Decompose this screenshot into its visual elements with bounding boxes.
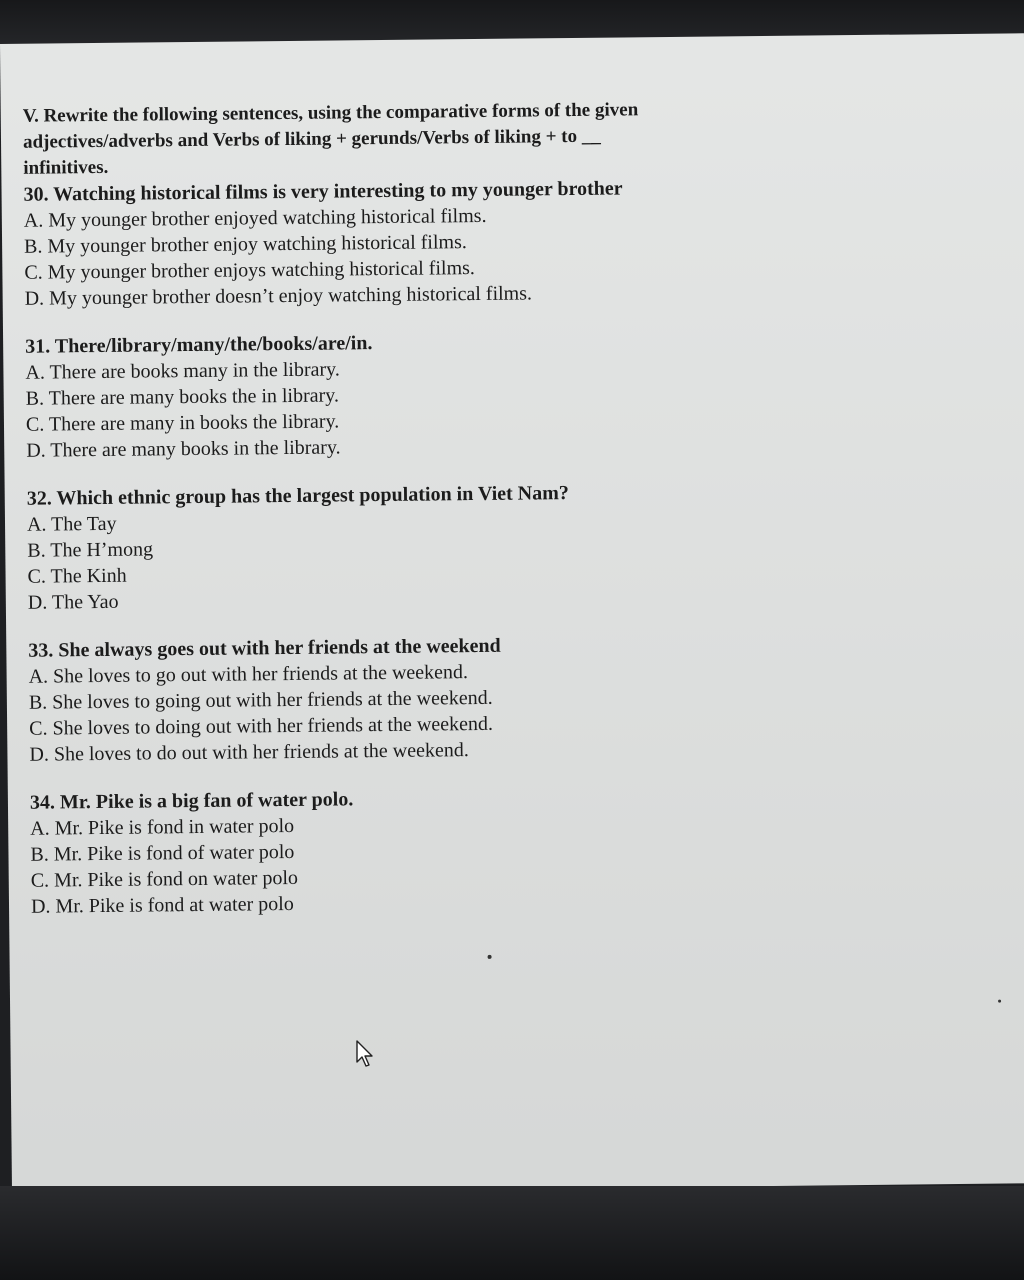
monitor-bottom-bezel — [0, 1186, 1024, 1280]
mouse-pointer-icon — [356, 1040, 376, 1068]
option-a: A. She loves to go out with her friends at the weekend. — [28, 661, 469, 688]
option-d: D. She loves to do out with her friends at the weekend. — [29, 739, 469, 766]
instruction-line-2: adjectives/adverbs and Verbs of liking + gerunds/Verbs of liking + to __ — [22, 125, 601, 153]
screen — [0, 33, 1024, 1194]
option-b: B. My younger brother enjoy watching historical films. — [24, 231, 467, 258]
option-c: C. There are many in books the library. — [25, 410, 340, 436]
question-stem: 31. There/library/many/the/books/are/in. — [25, 332, 373, 358]
option-c: C. The Kinh — [27, 564, 127, 588]
instruction-line-1: V. Rewrite the following sentences, using the comparative forms of the given — [22, 99, 639, 127]
option-a: A. Mr. Pike is fond in water polo — [30, 814, 295, 840]
dust-speck — [998, 1000, 1001, 1003]
question-34 — [30, 782, 791, 920]
option-c: C. She loves to doing out with her friends at the weekend. — [29, 712, 494, 740]
option-a: A. The Tay — [26, 512, 117, 536]
dust-speck — [488, 955, 492, 959]
option-a: A. There are books many in the library. — [25, 358, 340, 384]
instruction-line-3: infinitives. — [23, 156, 109, 179]
question-33 — [28, 630, 789, 768]
question-stem: 33. She always goes out with her friends at the weekend — [28, 634, 501, 662]
option-d: D. My younger brother doesn’t enjoy watching historical films. — [24, 282, 533, 310]
option-b: B. The H’mong — [27, 538, 154, 562]
question-stem: 30. Watching historical films is very interesting to my younger brother — [23, 177, 623, 206]
question-stem: 32. Which ethnic group has the largest population in Viet Nam? — [26, 482, 569, 510]
option-b: B. Mr. Pike is fond of water polo — [30, 840, 295, 866]
option-d: D. The Yao — [27, 590, 119, 614]
option-c: C. Mr. Pike is fond on water polo — [30, 866, 299, 892]
question-31 — [25, 326, 786, 464]
option-d: D. There are many books in the library. — [26, 436, 341, 462]
question-30 — [23, 174, 784, 312]
exercise-instruction — [23, 96, 784, 182]
option-b: B. There are many books the in library. — [25, 384, 340, 410]
question-stem: 34. Mr. Pike is a big fan of water polo. — [29, 788, 354, 814]
document-body — [23, 96, 792, 920]
option-c: C. My younger brother enjoys watching historical films. — [24, 257, 475, 284]
option-b: B. She loves to going out with her friends at the weekend. — [28, 686, 493, 714]
option-a: A. My younger brother enjoyed watching historical films. — [23, 204, 487, 232]
option-d: D. Mr. Pike is fond at water polo — [30, 892, 294, 918]
question-32 — [27, 478, 788, 616]
